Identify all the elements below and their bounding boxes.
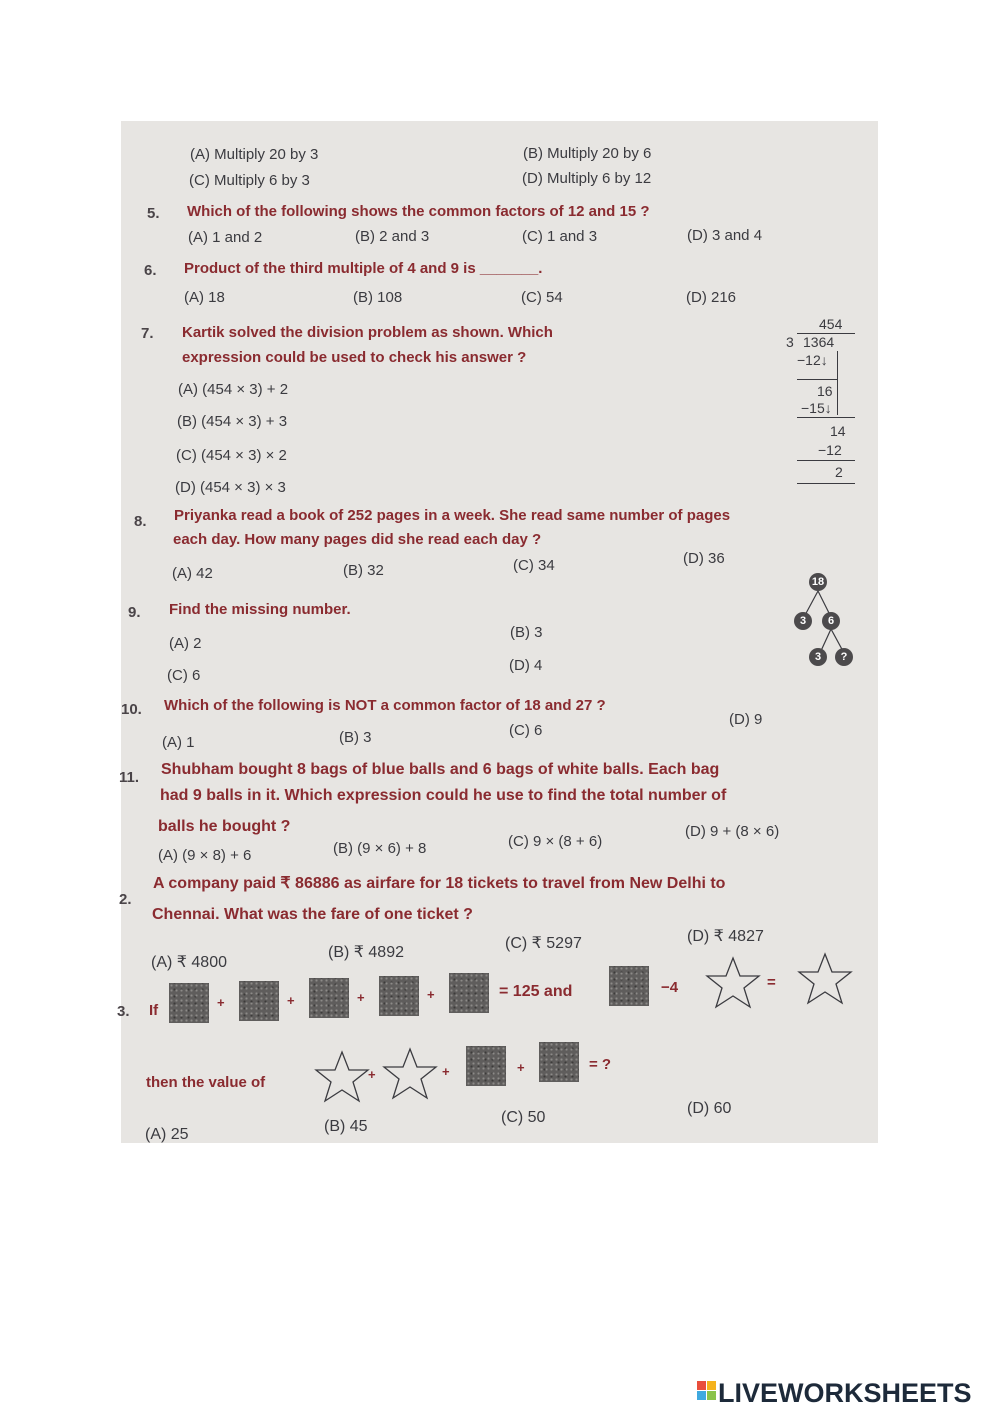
q13-equals: = [767, 974, 776, 991]
star-icon [382, 1047, 438, 1101]
q8-option-c: (C) 34 [513, 557, 555, 574]
q9-option-c: (C) 6 [167, 667, 201, 684]
q13-option-b: (B) 45 [324, 1118, 368, 1135]
q13-option-c: (C) 50 [501, 1109, 546, 1126]
q11-text-line1: Shubham bought 8 bags of blue balls and 6 bags of white balls. Each bag [161, 761, 720, 778]
division-step1: −12↓ [797, 352, 828, 368]
q5-text: Which of the following shows the common factors of 12 and 15 ? [187, 203, 650, 220]
tree-node-right1: 6 [822, 612, 840, 630]
liveworksheets-logo-icon [697, 1381, 717, 1405]
q11-text-line3: balls he bought ? [158, 818, 291, 835]
q10-text: Which of the following is NOT a common factor of 18 and 27 ? [164, 697, 606, 714]
division-remainder1: 16 [817, 383, 833, 399]
q7-option-c: (C) (454 × 3) × 2 [176, 447, 287, 464]
grey-box-2 [239, 981, 279, 1021]
q5-number: 5. [147, 205, 160, 222]
grey-box-6 [609, 966, 649, 1006]
star-icon [314, 1050, 370, 1104]
plus-sign: + [442, 1064, 450, 1079]
q7-text-line2: expression could be used to check his answer ? [182, 349, 527, 366]
q13-number: 3. [117, 1003, 130, 1020]
division-remainder: 2 [835, 464, 843, 480]
grey-box-5 [449, 973, 489, 1013]
plus-sign: + [287, 993, 295, 1008]
q6-option-a: (A) 18 [184, 289, 225, 306]
tree-node-left1: 3 [794, 612, 812, 630]
q12-option-c: (C) ₹ 5297 [505, 935, 582, 952]
plus-sign: + [368, 1067, 376, 1082]
q12-number: 2. [119, 891, 132, 908]
q5-option-d: (D) 3 and 4 [687, 227, 763, 244]
q11-option-b: (B) (9 × 6) + 8 [333, 840, 427, 857]
q4-option-b: (B) Multiply 20 by 6 [523, 145, 652, 162]
q9-option-a: (A) 2 [169, 635, 202, 652]
grey-box-3 [309, 978, 349, 1018]
division-dividend: 1364 [803, 334, 835, 350]
q5-option-b: (B) 2 and 3 [355, 228, 430, 245]
plus-sign: + [517, 1060, 525, 1075]
division-quotient: 454 [819, 316, 843, 332]
q12-option-d: (D) ₹ 4827 [687, 928, 764, 945]
q5-option-c: (C) 1 and 3 [522, 228, 598, 245]
q4-option-a: (A) Multiply 20 by 3 [190, 146, 319, 163]
q13-option-d: (D) 60 [687, 1100, 732, 1117]
grey-box-4 [379, 976, 419, 1016]
q11-option-a: (A) (9 × 8) + 6 [158, 847, 252, 864]
division-step3: −12 [818, 442, 842, 458]
q7-text-line1: Kartik solved the division problem as shown. Which [182, 324, 553, 341]
q11-option-c: (C) 9 × (8 + 6) [508, 833, 603, 850]
q9-number: 9. [128, 604, 141, 621]
q13-option-a: (A) 25 [145, 1126, 189, 1143]
plus-sign: + [357, 990, 365, 1005]
liveworksheets-brand: LIVEWORKSHEETS [718, 1378, 972, 1408]
q4-option-d: (D) Multiply 6 by 12 [522, 170, 652, 187]
q8-number: 8. [134, 513, 147, 530]
q12-text-line2: Chennai. What was the fare of one ticket ? [152, 906, 473, 923]
tree-node-root: 18 [809, 573, 827, 591]
q13-equals-question: = ? [589, 1056, 612, 1073]
q12-option-a: (A) ₹ 4800 [151, 954, 227, 971]
q11-option-d: (D) 9 + (8 × 6) [685, 823, 780, 840]
q6-number: 6. [144, 262, 157, 279]
q11-text-line2: had 9 balls in it. Which expression could he use to find the total number of [160, 787, 727, 804]
q7-number: 7. [141, 325, 154, 342]
q8-option-a: (A) 42 [172, 565, 213, 582]
q10-option-c: (C) 6 [509, 722, 543, 739]
q6-option-b: (B) 108 [353, 289, 403, 306]
q5-option-a: (A) 1 and 2 [188, 229, 263, 246]
q11-number: 11. [119, 769, 140, 786]
q12-text-line1: A company paid ₹ 86886 as airfare for 18 tickets to travel from New Delhi to [153, 875, 726, 892]
q13-equals-125: = 125 and [499, 983, 573, 1000]
division-step2: −15↓ [801, 400, 832, 416]
q12-option-b: (B) ₹ 4892 [328, 944, 404, 961]
q9-option-d: (D) 4 [509, 657, 543, 674]
q7-option-a: (A) (454 × 3) + 2 [178, 381, 289, 398]
division-remainder2: 14 [830, 423, 846, 439]
q13-then: then the value of [146, 1074, 266, 1091]
worksheet-photo [117, 121, 878, 1143]
q8-text-line2: each day. How many pages did she read each day ? [173, 531, 542, 548]
q8-option-b: (B) 32 [343, 562, 384, 579]
q6-option-c: (C) 54 [521, 289, 563, 306]
q8-option-d: (D) 36 [683, 550, 725, 567]
grey-box-7 [466, 1046, 506, 1086]
q13-if: If [149, 1002, 159, 1019]
q9-option-b: (B) 3 [510, 624, 543, 641]
q7-option-b: (B) (454 × 3) + 3 [177, 413, 288, 430]
q8-text-line1: Priyanka read a book of 252 pages in a week. She read same number of pages [174, 507, 731, 524]
q10-number: 10. [121, 701, 142, 718]
tree-node-missing: ? [835, 648, 853, 666]
plus-sign: + [427, 987, 435, 1002]
q13-minus-four: −4 [661, 979, 679, 996]
q6-option-d: (D) 216 [686, 289, 737, 306]
q10-option-b: (B) 3 [339, 729, 372, 746]
star-icon [705, 956, 761, 1010]
q9-text: Find the missing number. [169, 601, 351, 618]
tree-node-left2: 3 [809, 648, 827, 666]
q6-text: Product of the third multiple of 4 and 9 is _______. [184, 260, 543, 277]
division-divisor: 3 [786, 334, 794, 350]
star-icon [797, 952, 853, 1006]
grey-box-1 [169, 983, 209, 1023]
grey-box-8 [539, 1042, 579, 1082]
q10-option-a: (A) 1 [162, 734, 195, 751]
q7-option-d: (D) (454 × 3) × 3 [175, 479, 286, 496]
plus-sign: + [217, 995, 225, 1010]
q4-option-c: (C) Multiply 6 by 3 [189, 172, 310, 189]
q10-option-d: (D) 9 [729, 711, 763, 728]
